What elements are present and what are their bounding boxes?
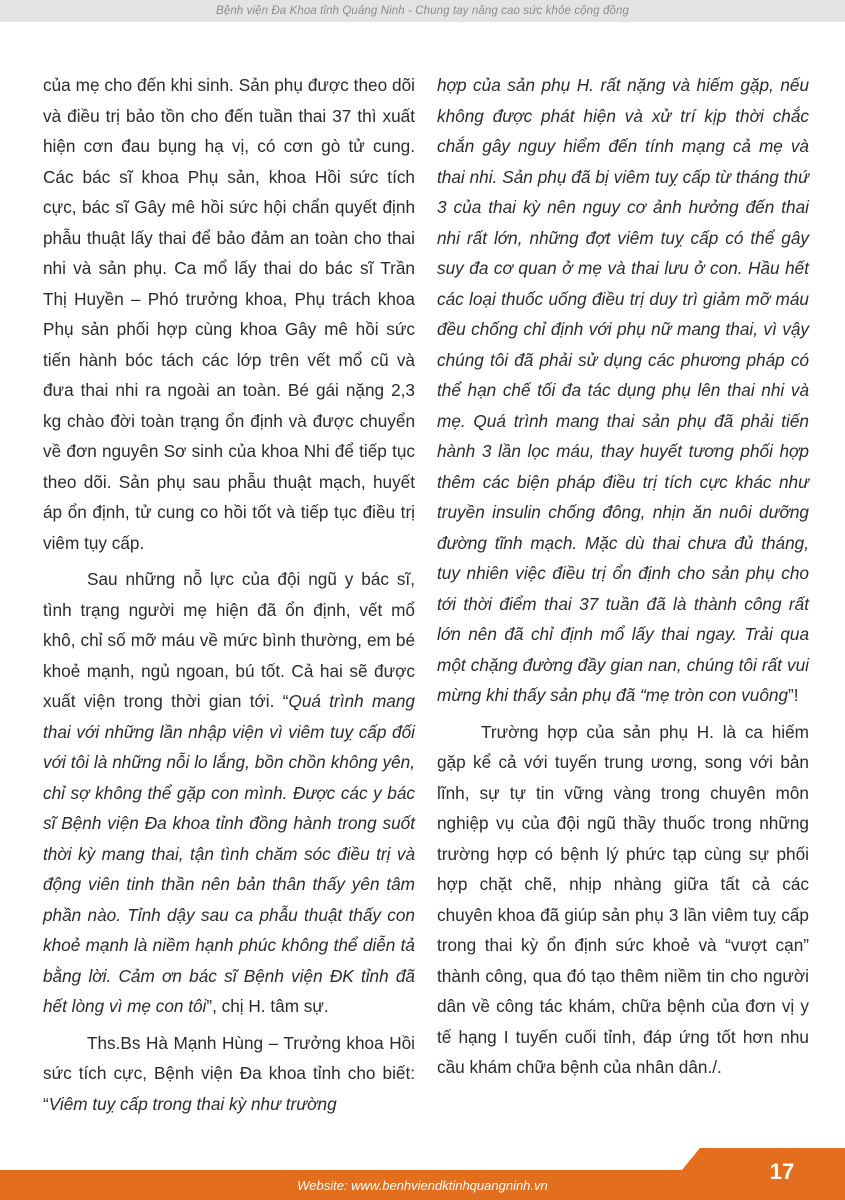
- header-band: [0, 0, 845, 22]
- paragraph: Trường hợp của sản phụ H. là ca hiếm gặp kể cả với tuyến trung ương, song với bản lĩnh, sự tự tin vững vàng trong chuyên môn nghiệp vụ của đội ngũ thầy thuốc trong những trường hợp có bệnh lý phức tạp cùng sự phối hợp chặt chẽ, nhịp nhàng giữa tất cả các chuyên khoa đã giúp sản phụ 3 lần viêm tuỵ cấp trong thai kỳ ổn định sức khoẻ và “vượt cạn” thành công, qua đó tạo thêm niềm tin cho người dân về công tác khám, chữa bệnh của đơn vị y tế hạng I tuyến cuối tỉnh, đáp ứng tốt hơn nhu cầu khám chữa bệnh của nhân dân./.: [437, 721, 809, 1077]
- left-column: [43, 70, 415, 1119]
- paragraph-text: Ths.Bs Hà Mạnh Hùng – Trưởng khoa Hồi sức tích cực, Bệnh viện Đa khoa tỉnh cho biết: “: [43, 1032, 415, 1114]
- paragraph-text: ”, chị H. tâm sự.: [206, 996, 329, 1016]
- paragraph-text: Sau những nỗ lực của đội ngũ y bác sĩ, tình trạng người mẹ hiện đã ổn định, vết mổ khô, chỉ số mỡ máu về mức bình thường, em bé khoẻ mạnh, ngủ ngoan, bú tốt. Cả hai sẽ được xuất viện trong thời gian tới. “: [43, 569, 415, 711]
- right-column: [437, 70, 809, 1083]
- doctor-quote: Viêm tuỵ cấp trong thai kỳ như trường: [48, 1093, 337, 1114]
- website-link[interactable]: Website: www.benhviendktinhquangninh.vn: [297, 1178, 548, 1193]
- paragraph: của mẹ cho đến khi sinh. Sản phụ được theo dõi và điều trị bảo tồn cho đến tuần thai 37 thì xuất hiện cơn đau bụng hạ vị, có cơn gò tử cung. Các bác sĩ khoa Phụ sản, khoa Hồi sức tích cực, bác sĩ Gây mê hồi sức hội chẩn quyết định phẫu thuật lấy thai để bảo đảm an toàn cho thai nhi và sản phụ. Ca mổ lấy thai do bác sĩ Trần Thị Huyền – Phó trưởng khoa, Phụ trách khoa Phụ sản phối hợp cùng khoa Gây mê hồi sức tiến hành bóc tách các lớp trên vết mổ cũ và đưa thai nhi ra ngoài an toàn. Bé gái nặng 2,3 kg chào đời toàn trạng ổn định và được chuyển về đơn nguyên Sơ sinh của khoa Nhi để tiếp tục theo dõi. Sản phụ sau phẫu thuật mạch, huyết áp ổn định, tử cung co hồi tốt và tiếp tục điều trị viêm tụy cấp.: [43, 75, 415, 553]
- paragraph-text: ”!: [788, 685, 799, 705]
- paragraph-with-quote: [43, 1028, 415, 1120]
- paragraph-with-quote: [43, 564, 415, 1022]
- patient-quote: Quá trình mang thai với những lần nhập viện vì viêm tuỵ cấp đối với tôi là những nỗi lo lắng, bồn chồn không yên, chỉ sợ không thể gặp con mình. Được các y bác sĩ Bệnh viện Đa khoa tỉnh đồng hành trong suốt thời kỳ mang thai, tận tình chăm sóc điều trị và động viên tinh thần nên bản thân thấy yên tâm phần nào. Tỉnh dậy sau ca phẫu thuật thấy con khoẻ mạnh là niềm hạnh phúc không thể diễn tả bằng lời. Cảm ơn bác sĩ Bệnh viện ĐK tỉnh đã hết lòng vì mẹ con tôi: [43, 691, 415, 1016]
- header-tagline: Bệnh viện Đa Khoa tỉnh Quảng Ninh - Chung tay nâng cao sức khỏe cộng đồng: [216, 5, 629, 17]
- doctor-quote: hợp của sản phụ H. rất nặng và hiếm gặp, nếu không được phát hiện và xử trí kịp thời chắc chắn gây nguy hiểm đến tính mạng cả mẹ và thai nhi. Sản phụ đã bị viêm tuỵ cấp từ tháng thứ 3 của thai kỳ nên nguy cơ ảnh hưởng đến thai nhi rất lớn, những đợt viêm tuỵ cấp có thể gây suy đa cơ quan ở mẹ và thai lưu ở con. Hầu hết các loại thuốc uống điều trị duy trì giảm mỡ máu đều chống chỉ định với phụ nữ mang thai, vì vậy chúng tôi đã phải sử dụng các phương pháp có thể hạn chế tối đa tác dụng phụ lên thai nhi và mẹ. Quá trình mang thai sản phụ đã phải tiến hành 3 lần lọc máu, thay huyết tương phối hợp thêm các biện pháp điều trị tích cực khác như truyền insulin chống đông, nhịn ăn nuôi dưỡng đường tĩnh mạch. Mặc dù thai chưa đủ tháng, tuy nhiên việc điều trị ổn định cho sản phụ cho tới thời điểm thai 37 tuần đã là thành công rất lớn nên đã chỉ định mổ lấy thai ngay. Trải qua một chặng đường đầy gian nan, chúng tôi rất vui mừng khi thấy sản phụ đã “mẹ tròn con vuông: [437, 75, 809, 705]
- paragraph-with-quote: [437, 70, 809, 711]
- page-number: 17: [769, 1159, 795, 1184]
